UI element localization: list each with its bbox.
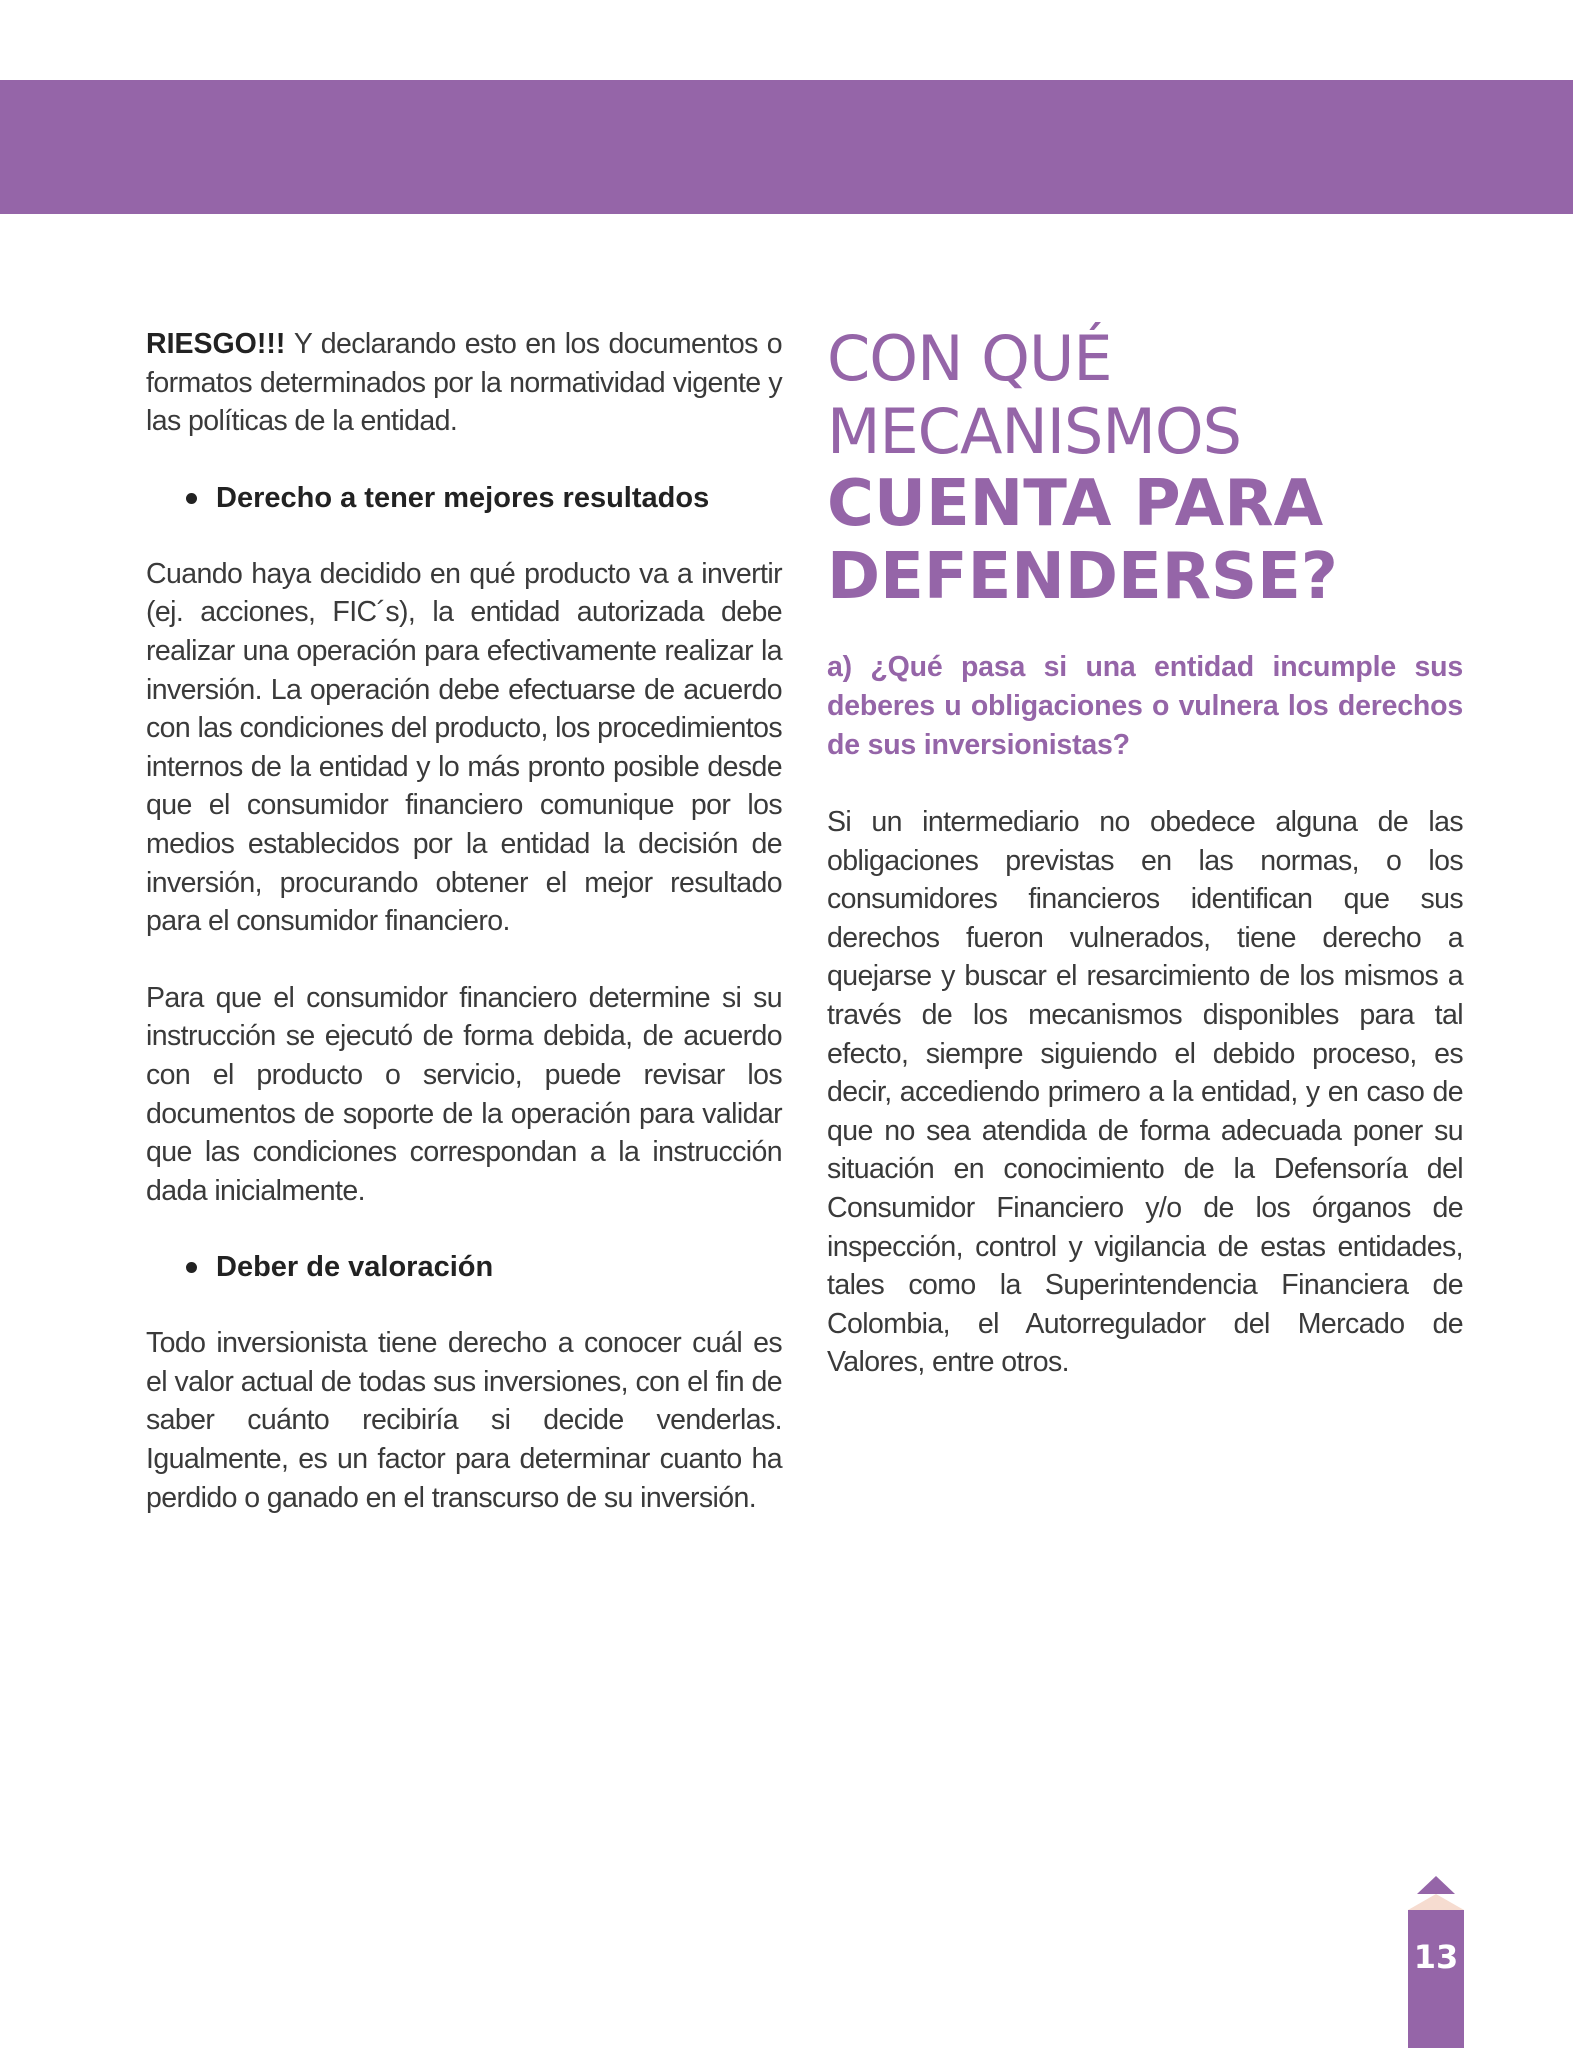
paragraph-inversion: Cuando haya decidido en qué producto va a invertir (ej. acciones, FIC´s), la entidad autorizada debe realizar una operación para efectivamente realizar la inversión. La operación debe efectuarse de acuerdo con las condiciones del producto, los procedimientos internos de la entidad y lo más pronto posible desde que el consumidor financiero comunique por los medios establecidos por la entidad la decisión de inversión, procurando obtener el mejor resultado para el consumidor financiero. xyxy=(146,557,782,938)
intro-paragraph xyxy=(146,325,782,441)
bullet-label: Deber de valoración xyxy=(216,1251,494,1284)
pencil-tip-icon xyxy=(1417,1876,1455,1894)
right-column xyxy=(827,322,1463,1382)
page-number: 13 xyxy=(1413,1938,1459,1976)
bullet-item-valoracion xyxy=(146,1248,782,1286)
bullet-item-mejores-resultados xyxy=(146,479,782,517)
heading-line-1: CON QUÉ xyxy=(827,322,1112,395)
intro-bold-text: RIESGO!!! xyxy=(146,328,286,360)
heading-line-4: DEFENDERSE? xyxy=(827,540,1338,614)
paragraph-instruccion: Para que el consumidor financiero determine si su instrucción se ejecutó de forma debida, de acuerdo con el producto o servicio, puede revisar los documentos de soporte de la operación para validar que las condiciones correspondan a la instrucción dada inicialmente. xyxy=(146,981,782,1207)
answer-paragraph: Si un intermediario no obedece alguna de las obligaciones previstas en las normas, o los consumidores financieros identifican que sus derechos fueron vulnerados, tiene derecho a quejarse y buscar el resarcimiento de los mismos a través de los mecanismos disponibles para tal efecto, siempre siguiendo el debido proceso, es decir, accediendo primero a la entidad, y en caso de que no sea atendida de forma adecuada poner su situación en conocimiento de la Defensoría del Consumidor Financiero y/o de los órganos de inspección, control y vigilancia de estas entidades, tales como la Superintendencia Financiera de Colombia, el Autorregulador del Mercado de Valores, entre otros. xyxy=(827,806,1463,1379)
bullet-dot-icon xyxy=(186,493,197,504)
header-band xyxy=(0,80,1573,214)
pencil-body xyxy=(1408,1910,1464,2048)
heading-line-3: CUENTA PARA xyxy=(827,467,1324,541)
pencil-wood-icon xyxy=(1408,1894,1464,1910)
paragraph-valoracion: Todo inversionista tiene derecho a conocer cuál es el valor actual de todas sus inversiones, con el fin de saber cuánto recibiría si decide venderlas. Igualmente, es un factor para determinar cuanto ha perdido o ganado en el transcurso de su inversión. xyxy=(146,1327,782,1514)
left-column xyxy=(146,325,782,1517)
page-number-pencil xyxy=(1408,1876,1464,2048)
section-heading xyxy=(827,322,1463,614)
question-heading: a) ¿Qué pasa si una entidad incumple sus deberes u obligaciones o vulnera los derechos de sus inversionistas? xyxy=(827,651,1463,761)
intro-text: Y declarando esto en los documentos o formatos determinados por la normatividad vigente y las políticas de la entidad. xyxy=(146,328,782,438)
heading-line-2: MECANISMOS xyxy=(827,395,1242,468)
bullet-label: Derecho a tener mejores resultados xyxy=(216,481,710,514)
